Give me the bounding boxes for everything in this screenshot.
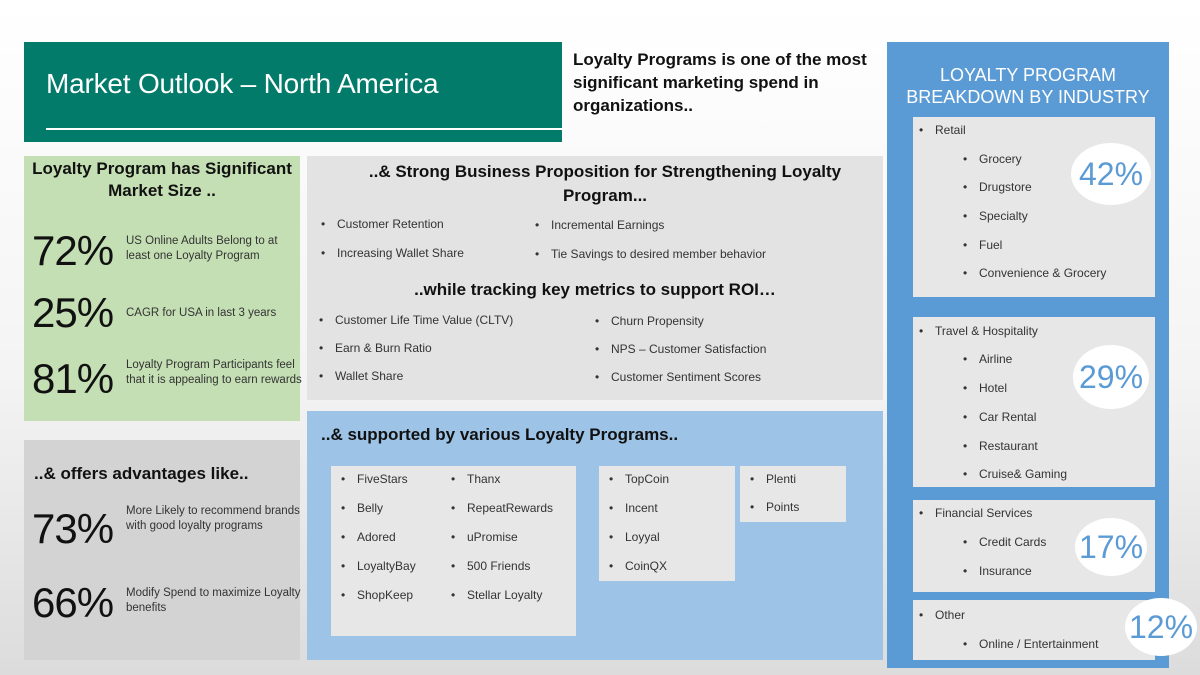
list-item: • Customer Retention <box>321 217 444 231</box>
category-travel-hospitality <box>913 317 1155 487</box>
list-item: • Thanx <box>451 472 500 486</box>
breakdown-heading-line: LOYALTY PROGRAM <box>939 65 1117 85</box>
stat-row <box>32 354 302 404</box>
category-retail <box>913 117 1155 297</box>
breakdown-heading-line: BREAKDOWN BY INDUSTRY <box>906 87 1150 107</box>
list-item: • Restaurant <box>963 439 1038 453</box>
stat-row <box>32 504 302 554</box>
list-item: • TopCoin <box>609 472 669 486</box>
list-item: • 500 Friends <box>451 559 530 573</box>
advantages-panel <box>24 440 300 660</box>
list-item: • Convenience & Grocery <box>963 266 1106 280</box>
list-item: • Fuel <box>963 238 1002 252</box>
list-item: • Specialty <box>963 209 1028 223</box>
percent-badge: 12% <box>1125 598 1197 656</box>
stat-description: More Likely to recommend brands with good loyalty programs <box>126 505 300 532</box>
list-item: • Points <box>750 500 799 514</box>
supported-heading: ..& supported by various Loyalty Programs.. <box>321 425 679 444</box>
title-underline <box>46 128 566 130</box>
stat-description: Modify Spend to maximize Loyalty benefits <box>126 587 301 614</box>
list-item: • Increasing Wallet Share <box>321 246 464 260</box>
list-item: • Drugstore <box>963 180 1032 194</box>
list-item: • Hotel <box>963 381 1007 395</box>
list-item: • Cruise& Gaming <box>963 467 1067 481</box>
business-proposition-panel <box>307 156 883 400</box>
programs-list-box <box>599 466 735 581</box>
list-item: • Insurance <box>963 564 1032 578</box>
percent-badge: 17% <box>1075 518 1147 576</box>
list-item: • FiveStars <box>341 472 408 486</box>
category-financial-services <box>913 500 1155 592</box>
list-item: • Adored <box>341 530 396 544</box>
list-item: • Loyyal <box>609 530 660 544</box>
stat-description: Loyalty Program Participants feel that it is appealing to earn rewards <box>126 359 302 386</box>
list-item: • Belly <box>341 501 383 515</box>
list-item: • Airline <box>963 352 1012 366</box>
list-item: • Incremental Earnings <box>535 218 664 232</box>
stat-value: 81% <box>32 355 114 402</box>
market-size-panel <box>24 156 300 421</box>
category-label: • Travel & Hospitality <box>919 324 1038 338</box>
list-item: • Car Rental <box>963 410 1036 424</box>
stat-row <box>32 578 302 628</box>
stat-description: CAGR for USA in last 3 years <box>126 307 277 319</box>
industry-breakdown-panel <box>887 42 1194 668</box>
proposition-heading: ..& Strong Business Proposition for Strengthening Loyalty Program... <box>368 162 842 205</box>
breakdown-heading <box>887 64 1169 108</box>
list-item: • CoinQX <box>609 559 667 573</box>
list-item: • uPromise <box>451 530 518 544</box>
list-item: • NPS – Customer Satisfaction <box>595 342 766 356</box>
category-other <box>913 600 1155 660</box>
page-title: Market Outlook – North America <box>46 68 439 99</box>
percent-badge: 29% <box>1073 345 1149 409</box>
headline-text: Loyalty Programs is one of the most significant marketing spend in organizations.. <box>573 50 867 115</box>
stat-row <box>32 226 302 276</box>
title-banner <box>24 42 562 142</box>
category-label: • Other <box>919 608 965 622</box>
list-item: • Churn Propensity <box>595 314 704 328</box>
list-item: • Credit Cards <box>963 535 1046 549</box>
stat-value: 66% <box>32 579 114 626</box>
list-item: • Stellar Loyalty <box>451 588 542 602</box>
stat-description: US Online Adults Belong to at least one Loyalty Program <box>126 235 278 262</box>
category-label: • Financial Services <box>919 506 1032 520</box>
stat-value: 25% <box>32 289 114 336</box>
list-item: • Incent <box>609 501 658 515</box>
stat-value: 72% <box>32 227 114 274</box>
list-item: • RepeatRewards <box>451 501 553 515</box>
list-item: • Online / Entertainment <box>963 637 1098 651</box>
list-item: • Wallet Share <box>319 369 403 383</box>
percent-badge: 42% <box>1071 143 1151 205</box>
stat-row <box>32 288 302 338</box>
list-item: • Grocery <box>963 152 1022 166</box>
category-label: • Retail <box>919 123 966 137</box>
programs-list-box <box>331 466 576 636</box>
list-item: • Customer Life Time Value (CLTV) <box>319 313 513 327</box>
metrics-heading: ..while tracking key metrics to support ROI… <box>414 280 776 299</box>
stat-value: 73% <box>32 505 114 552</box>
list-item: • Tie Savings to desired member behavior <box>535 247 766 261</box>
list-item: • LoyaltyBay <box>341 559 416 573</box>
programs-list-box <box>740 466 846 522</box>
list-item: • ShopKeep <box>341 588 413 602</box>
list-item: • Plenti <box>750 472 796 486</box>
market-size-heading: Loyalty Program has Significant Market Size .. <box>32 159 292 200</box>
list-item: • Earn & Burn Ratio <box>319 341 432 355</box>
list-item: • Customer Sentiment Scores <box>595 370 761 384</box>
supported-programs-panel <box>307 411 883 660</box>
advantages-heading: ..& offers advantages like.. <box>34 464 249 483</box>
